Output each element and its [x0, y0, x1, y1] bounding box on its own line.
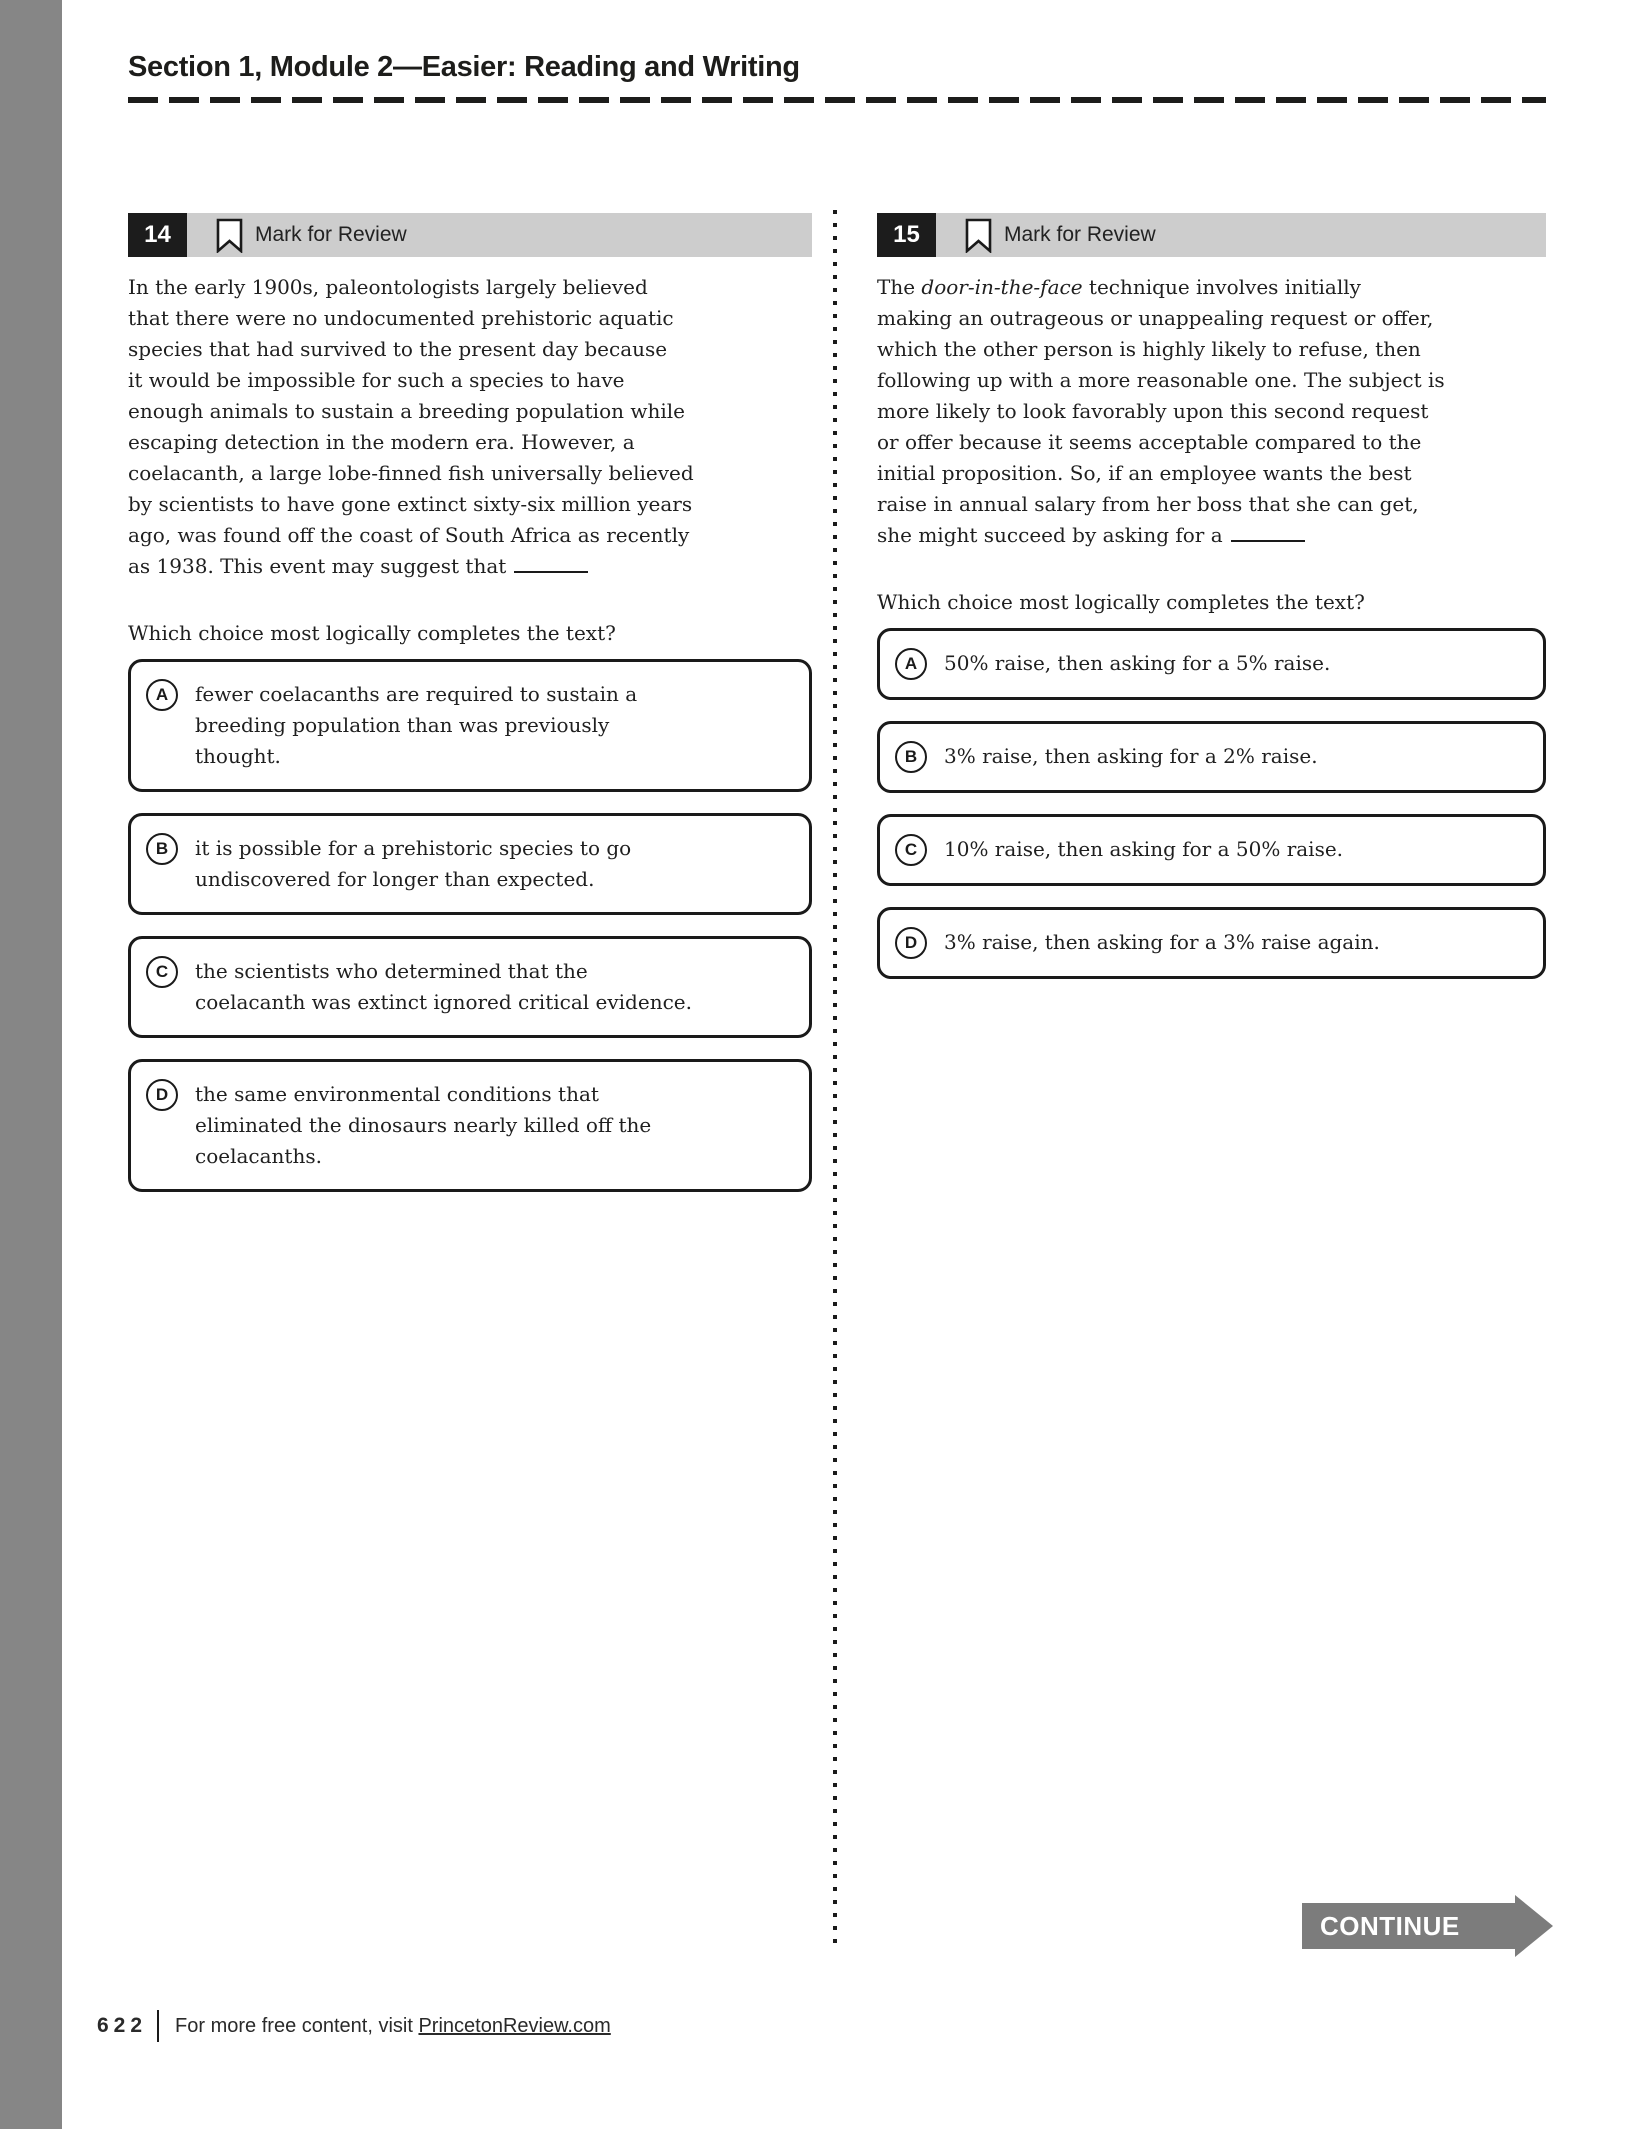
choice-line: 10% raise, then asking for a 50% raise. [944, 837, 1344, 861]
princeton-review-link[interactable]: PrincetonReview.com [418, 2014, 611, 2037]
choice-line: coelacanth was extinct ignored critical evidence. [195, 990, 692, 1014]
continue-button[interactable] [1302, 1895, 1553, 1957]
passage-line: escaping detection in the modern era. However, a [128, 430, 635, 454]
passage-line: species that had survived to the present day because [128, 337, 668, 361]
choice-a[interactable] [128, 659, 812, 792]
choice-text [944, 927, 1380, 958]
question-14-header [128, 213, 812, 257]
choice-letter-badge: A [146, 679, 178, 711]
choice-text [195, 679, 637, 772]
fill-in-blank [514, 571, 588, 573]
choice-text [195, 956, 692, 1018]
question-14-choices [128, 659, 812, 1192]
footer-promo-text: For more free content, visit [175, 2014, 419, 2037]
question-15-prompt: Which choice most logically completes the text? [877, 590, 1365, 614]
page-edge-bar [0, 0, 62, 2129]
choice-b[interactable] [877, 721, 1546, 793]
passage-line: making an outrageous or unappealing request or offer, [877, 306, 1434, 330]
passage-line: enough animals to sustain a breeding population while [128, 399, 685, 423]
question-15 [877, 213, 1546, 1000]
choice-letter-badge: D [895, 927, 927, 959]
choice-text [944, 741, 1318, 772]
choice-letter-badge: D [146, 1079, 178, 1111]
continue-label: CONTINUE [1302, 1903, 1515, 1949]
passage-line: more likely to look favorably upon this second request [877, 399, 1429, 423]
choice-d[interactable] [877, 907, 1546, 979]
footer-divider [157, 2010, 159, 2042]
page-title: Section 1, Module 2—Easier: Reading and Writing [128, 51, 800, 83]
question-15-header [877, 213, 1546, 257]
choice-line: thought. [195, 744, 281, 768]
dashed-rule [128, 97, 1546, 103]
passage-line: that there were no undocumented prehistoric aquatic [128, 306, 674, 330]
question-14-prompt: Which choice most logically completes the text? [128, 621, 616, 645]
choice-line: 50% raise, then asking for a 5% raise. [944, 651, 1331, 675]
choice-line: coelacanths. [195, 1144, 322, 1168]
choice-line: breeding population than was previously [195, 713, 610, 737]
bookmark-icon[interactable] [965, 218, 992, 253]
choice-line: the same environmental conditions that [195, 1082, 599, 1106]
question-15-choices [877, 628, 1546, 979]
passage-line: following up with a more reasonable one. The subject is [877, 368, 1445, 392]
passage-italic-term: door-in-the-face [921, 275, 1083, 299]
passage-line: it would be impossible for such a species to have [128, 368, 625, 392]
choice-text [195, 1079, 651, 1172]
passage-line: ago, was found off the coast of South Africa as recently [128, 523, 690, 547]
passage-line [877, 272, 1546, 303]
choice-line: 3% raise, then asking for a 2% raise. [944, 744, 1318, 768]
question-15-passage [877, 272, 1546, 551]
choice-letter-badge: B [895, 741, 927, 773]
choice-line: fewer coelacanths are required to sustain a [195, 682, 638, 706]
choice-text [195, 833, 631, 895]
choice-letter-badge: A [895, 648, 927, 680]
choice-text [944, 834, 1343, 865]
passage-line-text: The [877, 275, 922, 299]
question-14 [128, 213, 812, 1213]
passage-line: or offer because it seems acceptable compared to the [877, 430, 1422, 454]
mark-for-review-label[interactable]: Mark for Review [1004, 223, 1156, 246]
choice-letter-badge: C [146, 956, 178, 988]
passage-line: In the early 1900s, paleontologists largely believed [128, 275, 648, 299]
fill-in-blank [1231, 540, 1305, 542]
passage-line: raise in annual salary from her boss that she can get, [877, 492, 1419, 516]
passage-line: initial proposition. So, if an employee wants the best [877, 461, 1412, 485]
choice-b[interactable] [128, 813, 812, 915]
footer-promo [175, 2015, 611, 2038]
choice-text [944, 648, 1330, 679]
column-divider-dotted [833, 210, 837, 1948]
choice-letter-badge: B [146, 833, 178, 865]
question-number-badge: 15 [877, 213, 936, 257]
choice-line: 3% raise, then asking for a 3% raise again. [944, 930, 1380, 954]
choice-c[interactable] [877, 814, 1546, 886]
choice-line: the scientists who determined that the [195, 959, 588, 983]
mark-for-review-label[interactable]: Mark for Review [255, 223, 407, 246]
passage-line-text: technique involves initially [1082, 275, 1361, 299]
passage-line [877, 520, 1546, 551]
choice-a[interactable] [877, 628, 1546, 700]
continue-arrow-icon [1515, 1895, 1553, 1957]
question-number-badge: 14 [128, 213, 187, 257]
passage-line: by scientists to have gone extinct sixty-six million years [128, 492, 693, 516]
passage-line-text: as 1938. This event may suggest that [128, 554, 507, 578]
passage-line [128, 551, 812, 582]
page-number: 622 [97, 2014, 148, 2037]
question-14-passage [128, 272, 812, 582]
passage-line: coelacanth, a large lobe-finned fish universally believed [128, 461, 694, 485]
choice-line: eliminated the dinosaurs nearly killed off the [195, 1113, 652, 1137]
page-footer [97, 2010, 611, 2042]
passage-line: which the other person is highly likely to refuse, then [877, 337, 1421, 361]
choice-line: it is possible for a prehistoric species to go [195, 836, 632, 860]
choice-d[interactable] [128, 1059, 812, 1192]
passage-line-text: she might succeed by asking for a [877, 523, 1223, 547]
choice-letter-badge: C [895, 834, 927, 866]
choice-c[interactable] [128, 936, 812, 1038]
choice-line: undiscovered for longer than expected. [195, 867, 595, 891]
bookmark-icon[interactable] [216, 218, 243, 253]
